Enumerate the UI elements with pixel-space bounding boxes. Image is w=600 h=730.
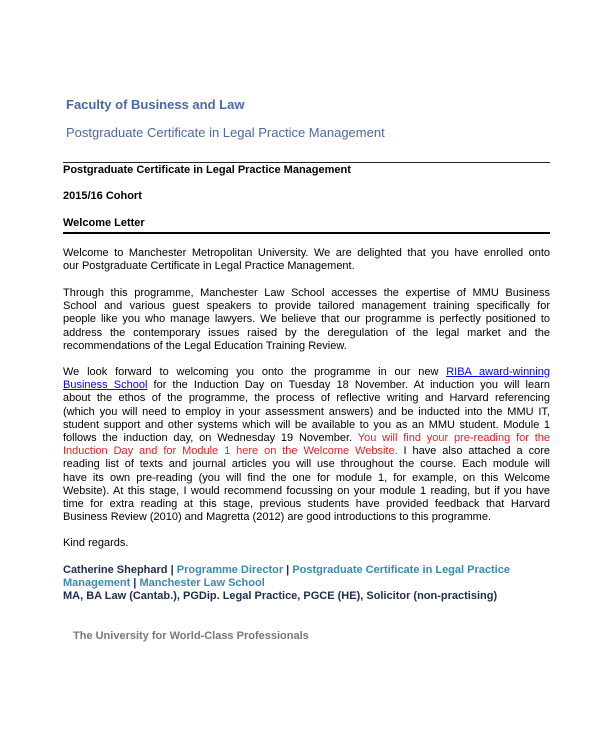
riba-business-school-link[interactable]: RIBA award-winning bbox=[446, 366, 550, 378]
letter-title: Welcome Letter bbox=[63, 217, 145, 229]
separator: | bbox=[283, 564, 293, 576]
text-segment: follows the induction day, on Wednesday 19 November. bbox=[63, 431, 358, 444]
signature-programme-cont: Management bbox=[63, 577, 131, 590]
text-line bbox=[63, 327, 550, 340]
text-segment: Website). At this stage, I would recommend focussing on your module 1 reading, but if you have bbox=[63, 484, 550, 497]
course-title: Postgraduate Certificate in Legal Practice Management bbox=[63, 164, 351, 176]
text-segment: School and various guest speakers to provide tailored management training specifically for bbox=[63, 300, 550, 313]
divider bbox=[63, 162, 550, 163]
text-segment: I have also attached a core bbox=[397, 445, 550, 458]
text-line bbox=[63, 366, 550, 379]
programme-subheading: Postgraduate Certificate in Legal Practice Management bbox=[66, 125, 385, 140]
text-segment: our Postgraduate Certificate in Legal Practice Management. bbox=[63, 260, 355, 273]
signature-qualifications: MA, BA Law (Cantab.), PGDip. Legal Practice, PGCE (HE), Solicitor (non-practising) bbox=[63, 590, 498, 603]
signature-block bbox=[63, 564, 550, 604]
text-segment: time for extra reading at this stage, previous students have provided feedback that Harvard bbox=[63, 497, 550, 510]
text-segment: We look forward to welcoming you onto the programme in our new bbox=[63, 366, 447, 378]
paragraph-induction bbox=[63, 366, 550, 524]
riba-business-school-link[interactable]: Business School bbox=[63, 379, 148, 392]
text-segment: Through this programme, Manchester Law School accesses the expertise of MMU Business bbox=[63, 287, 550, 299]
text-segment: reading list of texts and journal articles you will use throughout the course. Each module will bbox=[63, 458, 550, 471]
closing: Kind regards. bbox=[63, 537, 129, 549]
title-underline bbox=[63, 232, 550, 234]
text-line bbox=[63, 260, 550, 273]
signature-role: Programme Director bbox=[176, 564, 284, 576]
text-segment: Welcome to Manchester Metropolitan University. We are delighted that you have enrolled onto bbox=[63, 247, 550, 259]
text-line bbox=[63, 287, 550, 300]
text-line bbox=[63, 472, 550, 485]
text-segment: people like you who manage lawyers. We believe that our programme is perfectly positioned to bbox=[63, 313, 550, 326]
text-segment: about the ethos of the programme, the process of reflective writing and Harvard referencing bbox=[63, 392, 550, 405]
text-line bbox=[63, 498, 550, 511]
faculty-heading: Faculty of Business and Law bbox=[66, 97, 245, 112]
text-segment: for the Induction Day on Tuesday 18 November. At induction you will learn bbox=[147, 379, 550, 392]
text-line bbox=[63, 432, 550, 445]
text-line bbox=[63, 458, 550, 471]
cohort-label: 2015/16 Cohort bbox=[63, 190, 142, 202]
text-segment: Business Review (2010) and Magretta (2012) are good introductions to this programme. bbox=[63, 511, 492, 524]
paragraph-programme bbox=[63, 287, 550, 353]
text-line bbox=[63, 485, 550, 498]
text-line bbox=[63, 379, 550, 392]
text-segment: (which you will need to employ in your assessment answers) and be inducted into the MMU IT, bbox=[63, 405, 550, 418]
highlighted-text: Induction Day and for Module 1 here on the Welcome Website. bbox=[63, 445, 398, 458]
text-segment: student support and other systems which will be available to you as an MMU student. Module 1 bbox=[63, 418, 550, 431]
text-line bbox=[63, 419, 550, 432]
text-line bbox=[63, 300, 550, 313]
text-line bbox=[63, 445, 550, 458]
text-line bbox=[63, 511, 550, 524]
text-segment: have its own pre-reading (you will find the one for module 1, for example, on this Welcome bbox=[63, 471, 550, 484]
text-line bbox=[63, 313, 550, 326]
footer-tagline: The University for World-Class Professionals bbox=[73, 630, 309, 642]
text-line bbox=[63, 406, 550, 419]
text-segment: recommendations of the Legal Education Training Review. bbox=[63, 339, 347, 352]
separator: | bbox=[167, 564, 177, 576]
paragraph-welcome bbox=[63, 247, 550, 273]
separator: | bbox=[130, 577, 140, 590]
signature-name: Catherine Shephard bbox=[63, 564, 168, 576]
signature-programme: Postgraduate Certificate in Legal Practice bbox=[292, 564, 510, 576]
highlighted-text: You will find your pre-reading for the bbox=[357, 431, 550, 444]
text-segment: address the contemporary issues raised by the deregulation of the legal market and the bbox=[63, 326, 550, 339]
text-line bbox=[63, 392, 550, 405]
signature-school: Manchester Law School bbox=[139, 577, 265, 590]
text-line bbox=[63, 340, 550, 353]
text-line bbox=[63, 247, 550, 260]
